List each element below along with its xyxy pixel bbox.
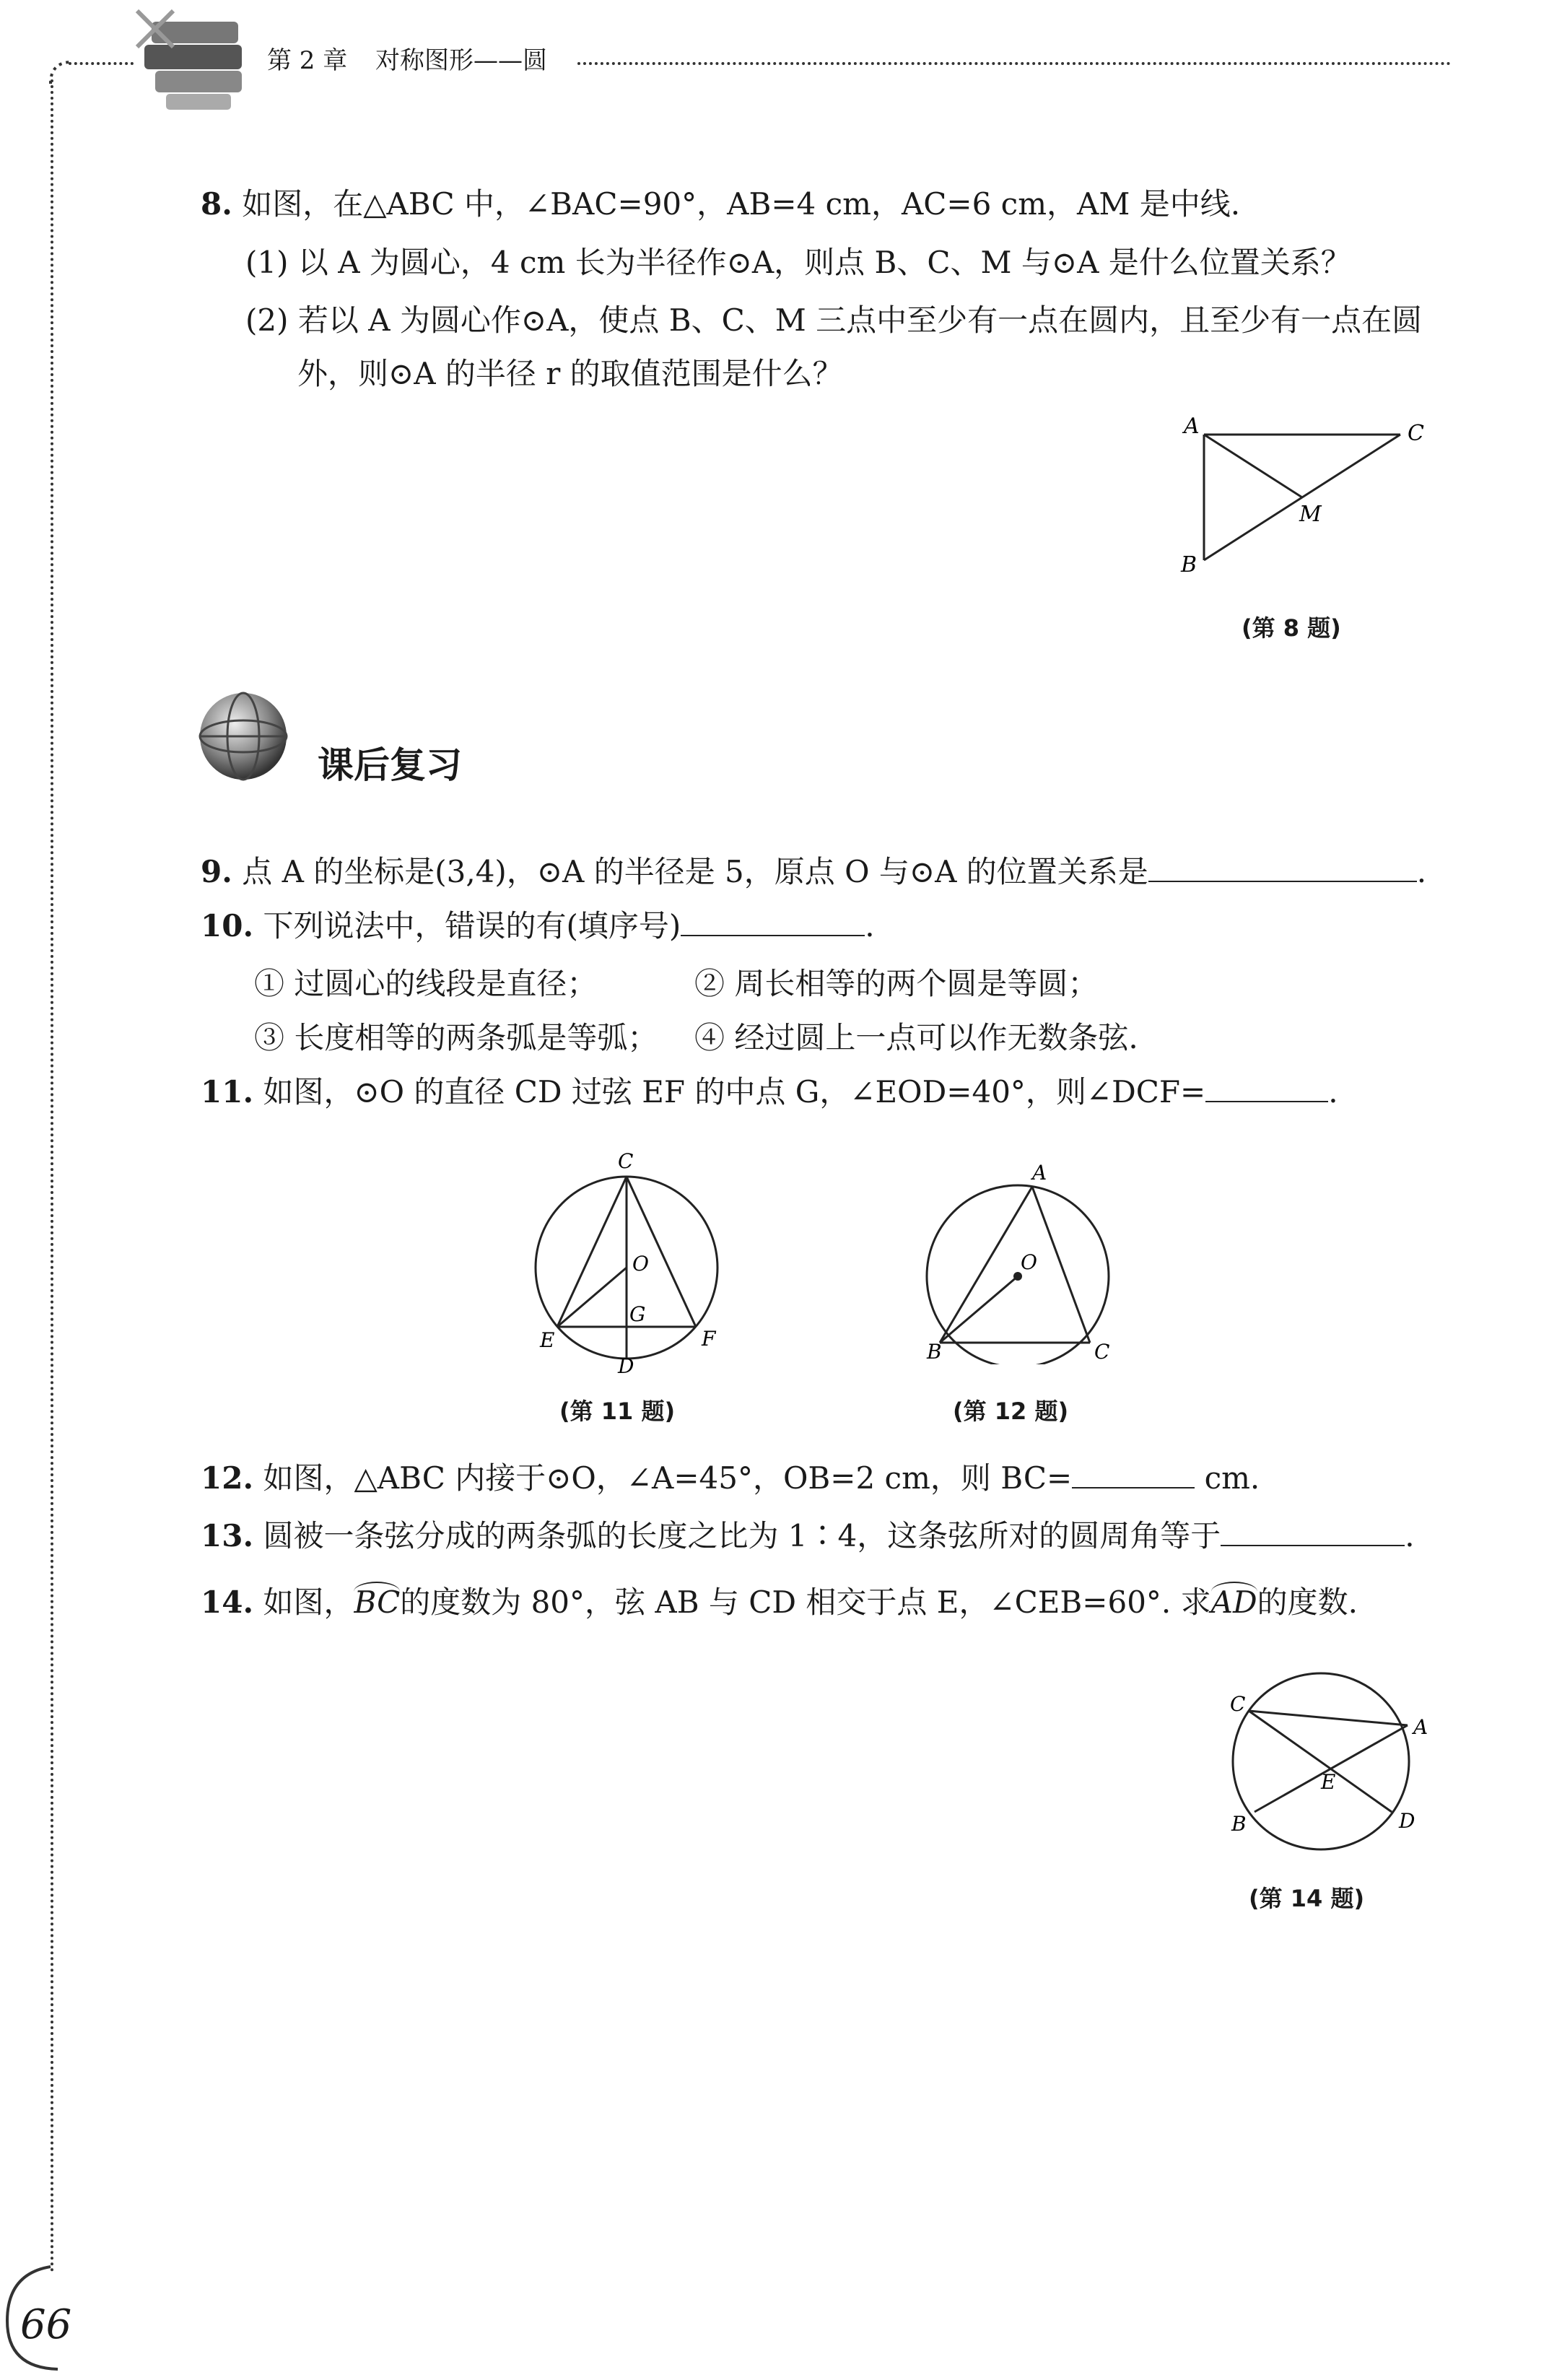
q12-text: 如图，△ABC 内接于⊙O，∠A=45°，OB=2 cm，则 BC=: [263, 1460, 1073, 1496]
q12-label-A: A: [1032, 1161, 1047, 1185]
q14: [201, 1582, 1358, 1623]
q10-option-3: ③ 长度相等的两条弧是等弧；: [254, 1020, 658, 1055]
q8-figure: [1155, 411, 1444, 585]
q12-label-B: B: [927, 1340, 942, 1364]
left-margin-dotted-line: [51, 79, 53, 2274]
q9-number: 9.: [201, 854, 232, 889]
q11-label-G: G: [629, 1302, 646, 1326]
q11-end: .: [1328, 1074, 1338, 1110]
q11: [201, 1072, 1338, 1112]
q12-unit: cm.: [1204, 1460, 1260, 1496]
margin-corner: [48, 58, 77, 87]
header-dotted-line-right: [577, 62, 1451, 65]
q11-label-O: O: [632, 1252, 649, 1276]
q8-caption: (第 8 题): [1242, 614, 1341, 642]
q10-text: 下列说法中，错误的有(填序号): [263, 908, 681, 943]
globe-icon: [196, 689, 290, 783]
q14-text-a: 如图，: [263, 1585, 354, 1620]
q8-stem-text: 如图，在△ABC 中，∠BAC=90°，AB=4 cm，AC=6 cm，AM 是中线.: [242, 186, 1241, 222]
q14-label-D: D: [1399, 1809, 1415, 1833]
section-title: 课后复习: [318, 744, 462, 786]
q10: [201, 906, 875, 946]
q8-label-A: A: [1184, 414, 1200, 439]
q14-label-B: B: [1231, 1812, 1247, 1836]
q11-label-C: C: [618, 1149, 634, 1173]
q8-part2-line1: (2) 若以 A 为圆心作⊙A，使点 B、C、M 三点中至少有一点在圆内，且至少有一点在圆: [245, 302, 1423, 338]
header-dotted-line-left: [69, 62, 134, 65]
q14-label-E: E: [1321, 1770, 1336, 1794]
page-number: 66: [20, 2301, 72, 2348]
q14-text-b: 的度数为 80°，弦 AB 与 CD 相交于点 E，∠CEB=60°. 求: [400, 1585, 1211, 1620]
q12-figure: [909, 1155, 1140, 1364]
q13-answer-blank[interactable]: [1221, 1516, 1405, 1546]
q14-caption: (第 14 题): [1249, 1885, 1365, 1912]
q12-label-C: C: [1094, 1340, 1110, 1364]
q8-label-C: C: [1408, 421, 1424, 446]
q14-text-c: 的度数.: [1257, 1585, 1358, 1620]
q10-end: .: [865, 908, 875, 943]
q11-label-E: E: [540, 1328, 555, 1352]
q8-label-M: M: [1299, 502, 1322, 527]
q9: [201, 852, 1426, 892]
q13: [201, 1516, 1415, 1556]
q13-number: 13.: [201, 1518, 254, 1553]
q11-answer-blank[interactable]: [1205, 1072, 1328, 1102]
q9-end: .: [1416, 854, 1427, 889]
q11-label-F: F: [702, 1327, 716, 1351]
q14-number: 14.: [201, 1585, 254, 1620]
q13-text: 圆被一条弦分成的两条弧的长度之比为 1∶4，这条弦所对的圆周角等于: [263, 1518, 1221, 1553]
q14-arc-bc: BC: [354, 1582, 400, 1620]
q10-number: 10.: [201, 908, 254, 943]
q8-label-B: B: [1181, 552, 1197, 577]
q8-part2-line2: 外，则⊙A 的半径 r 的取值范围是什么？: [297, 356, 843, 391]
q12-answer-blank[interactable]: [1072, 1458, 1195, 1488]
q13-end: .: [1405, 1518, 1415, 1553]
q10-option-4: ④ 经过圆上一点可以作无数条弦.: [694, 1020, 1138, 1055]
q11-figure: [505, 1141, 751, 1379]
q12-number: 12.: [201, 1460, 254, 1496]
q10-option-2: ② 周长相等的两个圆是等圆；: [694, 966, 1099, 1001]
header-decoration: [130, 7, 253, 115]
q14-label-C: C: [1230, 1692, 1246, 1716]
q10-option-1: ① 过圆心的线段是直径；: [254, 966, 598, 1001]
q14-label-A: A: [1413, 1715, 1428, 1739]
q9-answer-blank[interactable]: [1148, 852, 1417, 882]
books-icon: [130, 7, 253, 115]
q11-caption: (第 11 题): [559, 1398, 676, 1425]
q8-stem: [201, 184, 1240, 225]
q14-figure: [1198, 1668, 1444, 1855]
q8-part1: (1) 以 A 为圆心，4 cm 长为半径作⊙A，则点 B、C、M 与⊙A 是什么位置关系？: [245, 245, 1351, 280]
q11-number: 11.: [201, 1074, 254, 1110]
q12-label-O: O: [1021, 1250, 1037, 1274]
q11-text: 如图，⊙O 的直径 CD 过弦 EF 的中点 G，∠EOD=40°，则∠DCF=: [263, 1074, 1206, 1110]
header-title: 对称图形——圆: [375, 46, 547, 75]
q14-arc-ad: AD: [1211, 1582, 1257, 1620]
q11-label-D: D: [618, 1354, 634, 1378]
header-chapter: 第 2 章: [267, 46, 348, 75]
q12: [201, 1458, 1260, 1499]
q12-caption: (第 12 题): [953, 1398, 1069, 1425]
q8-number: 8.: [201, 186, 232, 222]
q9-text: 点 A 的坐标是(3,4)，⊙A 的半径是 5，原点 O 与⊙A 的位置关系是: [242, 854, 1148, 889]
q10-answer-blank[interactable]: [681, 906, 865, 936]
